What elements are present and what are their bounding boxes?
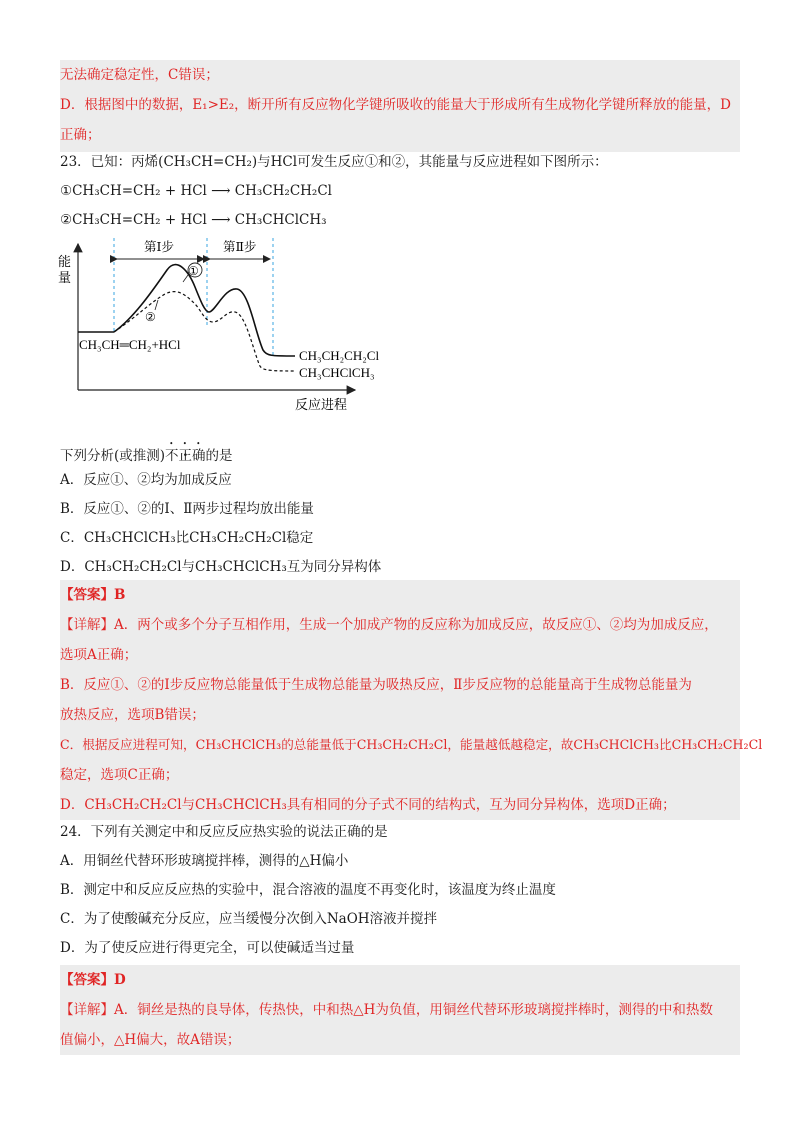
explanation-line: C．根据反应进程可知，CH₃CHClCH₃的总能量低于CH₃CH₂CH₂Cl，能量越低越稳定，故CH₃CHClCH₃比CH₃CH₂CH₂Cl xyxy=(60,737,763,752)
option-a: A．用铜丝代替环形玻璃搅拌棒，测得的△H偏小 xyxy=(60,853,349,869)
previous-explanation-block xyxy=(60,60,740,152)
step2-label: 第Ⅱ步 xyxy=(223,240,257,254)
option-c: C．为了使酸碱充分反应，应当缓慢分次倒入NaOH溶液并搅拌 xyxy=(60,911,438,927)
reactant-label: CH₃CH═CH₂+HCl xyxy=(79,337,181,352)
explanation-line: 稳定，选项C正确； xyxy=(60,767,179,783)
explanation-line: 无法确定稳定性，C错误； xyxy=(60,67,219,83)
explanation-line: 正确； xyxy=(60,127,101,143)
option-d: D．CH₃CH₂CH₂Cl与CH₃CHClCH₃互为同分异构体 xyxy=(60,559,382,575)
product-1-label: CH₃CH₂CH₂Cl xyxy=(299,348,380,363)
explanation-line: B．反应①、②的Ⅰ步反应物总能量低于生成物总能量为吸热反应，Ⅱ步反应物的总能量高于生成物总能量为 xyxy=(60,677,692,693)
curve-2-marker: ② xyxy=(145,310,156,324)
y-axis-label-2: 量 xyxy=(58,270,72,285)
question-23-prompt: 下列分析(或推测)不正确的是 xyxy=(60,448,233,464)
explanation-line: 放热反应，选项B错误； xyxy=(60,707,205,723)
x-axis-label: 反应进程 xyxy=(295,397,348,412)
answer-label: 【答案】B xyxy=(60,587,126,603)
reaction-1: ①CH₃CH=CH₂ + HCl ⟶ CH₃CH₂CH₂Cl xyxy=(60,183,332,199)
explanation-line: 选项A正确； xyxy=(60,647,138,663)
reaction-2: ②CH₃CH=CH₂ + HCl ⟶ CH₃CHClCH₃ xyxy=(60,212,327,228)
question-23-stem: 23．已知：丙烯(CH₃CH=CH₂)与HCl可发生反应①和②，其能量与反应进程如下图所示： xyxy=(60,154,608,170)
answer-23-block xyxy=(60,580,763,820)
question-24-stem: 24．下列有关测定中和反应反应热实验的说法正确的是 xyxy=(60,824,388,840)
explanation-line: 值偏小，△H偏大，故A错误； xyxy=(60,1032,241,1048)
explanation-line: 【详解】A．铜丝是热的良导体，传热快，中和热△H为负值，用铜丝代替环形玻璃搅拌棒时，测得的中和热数 xyxy=(60,1002,713,1018)
curve-reaction-2 xyxy=(114,292,295,371)
option-b: B．测定中和反应反应热的实验中，混合溶液的温度不再变化时，该温度为终止温度 xyxy=(60,882,556,898)
option-b: B．反应①、②的Ⅰ、Ⅱ两步过程均放出能量 xyxy=(60,501,314,517)
y-axis-label-1: 能 xyxy=(58,254,72,269)
answer-label: 【答案】D xyxy=(60,972,126,988)
explanation-line: D．CH₃CH₂CH₂Cl与CH₃CHClCH₃具有相同的分子式不同的结构式，互为同分异构体，选项D正确； xyxy=(60,797,676,813)
answer-24-block xyxy=(60,965,740,1055)
curve-1-marker: ① xyxy=(188,264,199,278)
product-2-label: CH₃CHClCH₃ xyxy=(299,365,375,380)
explanation-line: 【详解】A．两个或多个分子互相作用，生成一个加成产物的反应称为加成反应，故反应①、②均为加成反应， xyxy=(60,617,718,633)
emphasized-not-correct: 不正确 xyxy=(165,448,206,464)
option-a: A．反应①、②均为加成反应 xyxy=(60,472,232,488)
energy-profile-diagram xyxy=(55,232,395,417)
option-d: D．为了使反应进行得更完全，可以使碱适当过量 xyxy=(60,940,355,956)
explanation-line: D．根据图中的数据，E₁>E₂，断开所有反应物化学键所吸收的能量大于形成所有生成物化学键所释放的能量，D xyxy=(60,97,731,113)
option-c: C．CH₃CHClCH₃比CH₃CH₂CH₂Cl稳定 xyxy=(60,530,314,546)
step1-label: 第Ⅰ步 xyxy=(144,240,174,254)
